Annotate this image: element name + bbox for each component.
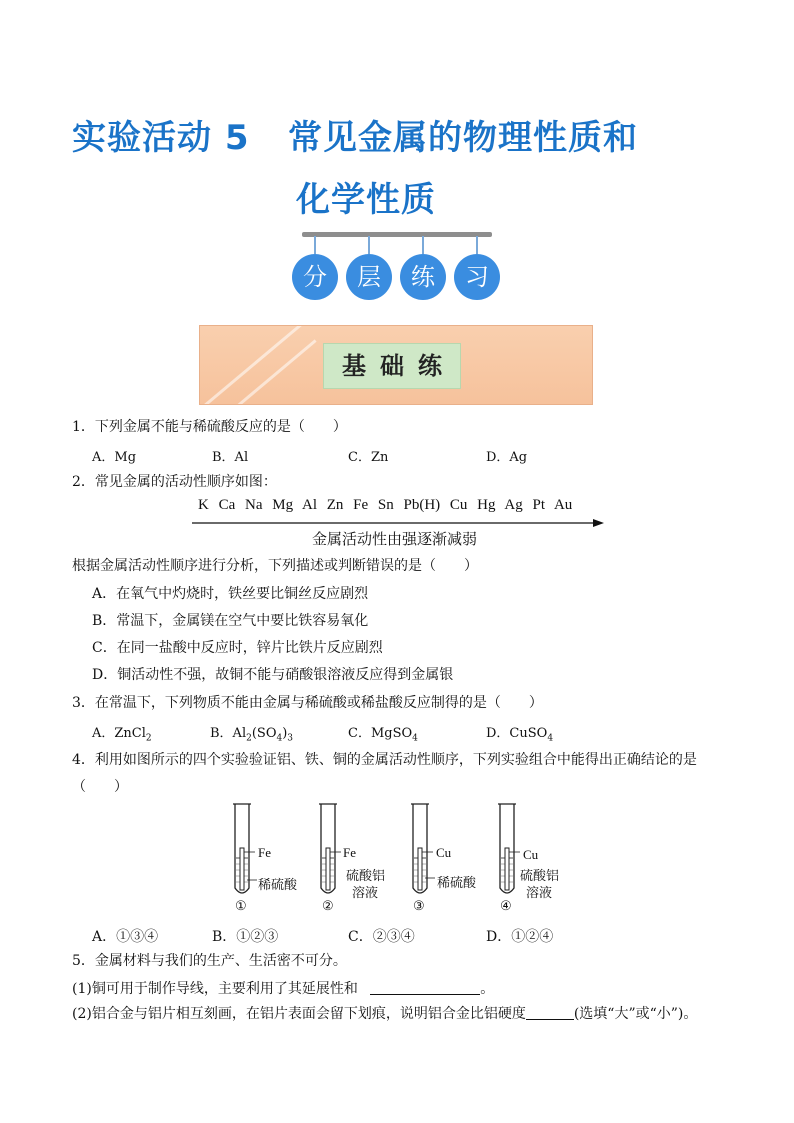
badge-xi: 习 <box>454 254 500 300</box>
q5-sub1-blank[interactable] <box>370 980 480 995</box>
tube-2-metal: Fe <box>343 845 356 860</box>
q2-option-c: C．在同一盐酸中反应时，锌片比铁片反应剧烈 <box>92 640 383 656</box>
activity-series: K Ca Na Mg Al Zn Fe Sn Pb(H) Cu Hg Ag Pt Au <box>198 497 573 513</box>
test-tube-1 <box>233 804 257 893</box>
tube-2-solution-line1: 硫酸铝 <box>346 868 386 883</box>
section-badges <box>290 232 500 307</box>
q5-sub1 <box>72 980 494 998</box>
q3-option-b: B．$Al_2(SO_4)_3$ <box>210 726 294 744</box>
q3-stem: 3．在常温下，下列物质不能由金属与稀硫酸或稀盐酸反应制得的是（ ） <box>72 695 543 711</box>
q3-option-b-text: B．Al <box>210 726 247 741</box>
tube-1-solution: 稀硫酸 <box>258 877 298 892</box>
q1-option-b: B．Al <box>212 450 249 465</box>
tube-1-number: ① <box>235 898 247 913</box>
q3-option-d-text: D．CuSO <box>486 726 548 741</box>
q5-sub1-end: 。 <box>480 981 495 997</box>
tube-1-metal: Fe <box>258 845 271 860</box>
badge-ceng: 层 <box>346 254 392 300</box>
q5-sub2-text: (2)铝合金与铝片相互刻画，在铝片表面会留下划痕，说明铝合金比铝硬度 <box>72 1006 526 1022</box>
q3-option-c-text: C．MgSO <box>348 726 413 741</box>
q4-option-b: B．①②③ <box>212 929 279 945</box>
q5-sub2 <box>72 1005 697 1023</box>
q1-option-d: D．Ag <box>486 450 528 465</box>
q1-option-a: A．Mg <box>92 450 137 465</box>
badge-fen: 分 <box>292 254 338 300</box>
tube-3-number: ③ <box>413 898 425 913</box>
q4-option-a: A．①③④ <box>92 929 159 945</box>
q4-stem: 4．利用如图所示的四个实验验证铝、铁、铜的金属活动性顺序，下列实验组合中能得出正确结论的是 <box>72 752 697 768</box>
test-tube-2 <box>319 804 341 893</box>
tube-3-solution: 稀硫酸 <box>437 875 477 890</box>
tube-2-number: ② <box>322 898 334 913</box>
q5-stem: 5．金属材料与我们的生产、生活密不可分。 <box>72 953 347 969</box>
badge-lian: 练 <box>400 254 446 300</box>
section-banner <box>199 325 593 405</box>
q3-option-d: D．CuSO$_4$ <box>486 726 554 744</box>
q3-option-c: C．MgSO$_4$ <box>348 726 418 744</box>
activity-arrow <box>192 516 604 530</box>
title-part-1: 实验活动 5 <box>72 118 250 158</box>
q4-option-d: D．①②④ <box>486 929 554 945</box>
q1-stem: 1．下列金属不能与稀硫酸反应的是（ ） <box>72 419 347 435</box>
activity-arrow-label: 金属活动性由强逐渐减弱 <box>312 530 478 548</box>
q5-sub1-text: (1)铜可用于制作导线，主要利用了其延展性和 <box>72 981 358 997</box>
q1-option-c: C．Zn <box>348 450 389 465</box>
tube-4-number: ④ <box>500 898 512 913</box>
tube-4-solution-line2: 溶液 <box>526 885 553 900</box>
q3-option-a: A．ZnCl$_2$ <box>92 726 152 744</box>
title-line-2: 化学性质 <box>296 180 436 220</box>
tube-4-metal: Cu <box>523 847 539 862</box>
q2-option-b: B．常温下，金属镁在空气中要比铁容易氧化 <box>92 613 369 629</box>
q5-sub2-blank[interactable] <box>526 1005 574 1020</box>
q4-paren: （ ） <box>72 779 128 795</box>
tube-3-metal: Cu <box>436 845 452 860</box>
test-tube-3 <box>411 804 435 893</box>
q2-stem: 2．常见金属的活动性顺序如图： <box>72 474 277 490</box>
q2-lead: 根据金属活动性顺序进行分析，下列描述或判断错误的是（ ） <box>72 558 478 574</box>
banner-label: 基础练 <box>323 343 461 389</box>
q5-sub2-end: (选填“大”或“小”)。 <box>573 1006 698 1022</box>
badge-bar <box>302 232 492 237</box>
q2-option-a: A．在氧气中灼烧时，铁丝要比铜丝反应剧烈 <box>92 586 369 602</box>
q4-option-c: C．②③④ <box>348 929 415 945</box>
q3-option-a-text: A．ZnCl <box>92 726 146 741</box>
tube-4-solution-line1: 硫酸铝 <box>520 868 560 883</box>
q2-option-d: D．铜活动性不强，故铜不能与硝酸银溶液反应得到金属银 <box>92 667 454 683</box>
tube-2-solution-line2: 溶液 <box>352 885 379 900</box>
test-tube-4 <box>498 804 520 893</box>
title-part-2: 常见金属的物理性质和 <box>288 118 638 158</box>
